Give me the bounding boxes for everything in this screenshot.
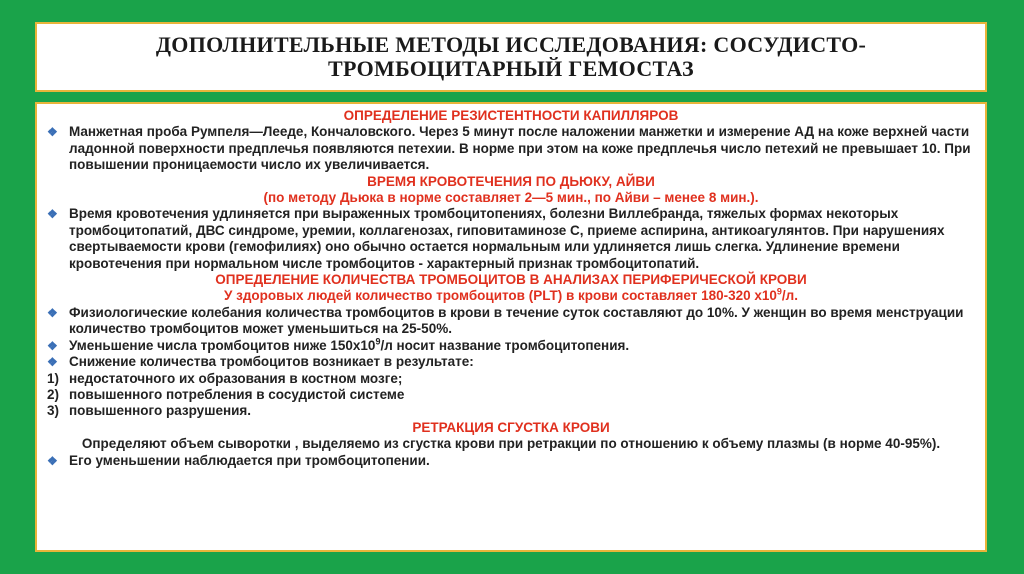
diamond-bullet-icon: ❖	[47, 305, 58, 320]
platelet-norm-exponent: 9	[776, 286, 782, 297]
numbered-item	[47, 403, 975, 419]
section-subheading-platelet-norm	[47, 288, 975, 304]
title-line-2: ТРОМБОЦИТАРНЫЙ ГЕМОСТАЗ	[328, 56, 694, 81]
diamond-bullet-icon: ❖	[47, 453, 58, 468]
item-number: 2)	[47, 386, 60, 402]
bullet-block	[47, 206, 975, 272]
numbered-item	[47, 371, 975, 387]
bullet-text: Время кровотечения удлиняется при выраженных тромбоцитопениях, болезни Виллебранда, тяжелых формах некоторых тромбоцитопатий, ДВС синдроме, уремии, коллагенозах, гиповитаминозе С, приеме аспирина, антикоагулянтов. При нарушениях свертываемости крови (гемофилиях) оно обычно остается нормальным или удлиняется лишь слегка. Удлинение времени кровотечения при нормальном числе тромбоцитов - характерный признак тромбоцитопатий.	[69, 206, 945, 271]
diamond-bullet-icon: ❖	[47, 207, 58, 222]
section-heading-bleeding-time: ВРЕМЯ КРОВОТЕЧЕНИЯ ПО ДЬЮКУ, АЙВИ	[367, 173, 655, 189]
bullet-block	[47, 124, 975, 173]
bullet-block	[47, 338, 975, 354]
thrombocytopenia-exponent: 9	[375, 336, 381, 347]
thrombocytopenia-text: Уменьшение числа тромбоцитов ниже 150х10	[69, 337, 376, 353]
item-text: повышенного потребления в сосудистой системе	[69, 386, 405, 402]
bullet-block	[47, 354, 975, 370]
item-number: 1)	[47, 370, 60, 386]
clot-retraction-text: Определяют объем сыворотки , выделяемо из сгустка крови при ретракции по отношению к объему плазмы (в норме 40-95%).	[81, 436, 941, 452]
content-box	[35, 102, 987, 552]
item-number: 3)	[47, 403, 60, 419]
title-box	[35, 22, 987, 92]
diamond-bullet-icon: ❖	[47, 355, 58, 370]
bullet-text: Физиологические колебания количества тромбоцитов в крови в течение суток составляют до 10%. У женщин во время менструации количество тромбоцитов может уменьшиться на 25-50%.	[69, 304, 964, 337]
thrombocytopenia-unit: /л носит название тромбоцитопения.	[380, 337, 630, 353]
platelet-norm-text: У здоровых людей количество тромбоцитов (PLT) в крови составляет 180-320 х10	[224, 288, 777, 304]
bullet-block	[47, 305, 975, 338]
bullet-text	[69, 338, 975, 354]
bullet-text: Снижение количества тромбоцитов возникает в результате:	[69, 354, 474, 370]
section-subheading-bleeding-time-norm: (по методу Дьюка в норме составляет 2—5 мин., по Айви – менее 8 мин.).	[263, 190, 759, 206]
page-title	[156, 33, 866, 81]
numbered-item	[47, 387, 975, 403]
item-text: недостаточного их образования в костном мозге;	[69, 370, 403, 386]
bullet-text: Манжетная проба Румпеля—Лееде, Кончаловского. Через 5 минут после наложении манжетки и измерение АД на коже верхней части ладонной поверхности предплечья появляются петехии. В норме при этом на коже предплечья число петехий не превышает 10. При повышении проницаемости число их увеличивается.	[69, 124, 971, 173]
diamond-bullet-icon: ❖	[47, 125, 58, 140]
platelet-norm-unit: /л.	[781, 288, 798, 304]
diamond-bullet-icon: ❖	[47, 338, 58, 353]
item-text: повышенного разрушения.	[69, 403, 252, 419]
bullet-text: Его уменьшении наблюдается при тромбоцитопении.	[69, 452, 430, 468]
section-heading-capillary-resistance: ОПРЕДЕЛЕНИЕ РЕЗИСТЕНТНОСТИ КАПИЛЛЯРОВ	[343, 108, 679, 123]
title-line-1: ДОПОЛНИТЕЛЬНЫЕ МЕТОДЫ ИССЛЕДОВАНИЯ: СОСУДИСТО-	[155, 32, 867, 57]
section-heading-clot-retraction: РЕТРАКЦИЯ СГУСТКА КРОВИ	[412, 419, 610, 435]
section-heading-platelet-count: ОПРЕДЕЛЕНИЕ КОЛИЧЕСТВА ТРОМБОЦИТОВ В АНАЛИЗАХ ПЕРИФЕРИЧЕСКОЙ КРОВИ	[215, 272, 807, 288]
bullet-block	[47, 453, 975, 469]
